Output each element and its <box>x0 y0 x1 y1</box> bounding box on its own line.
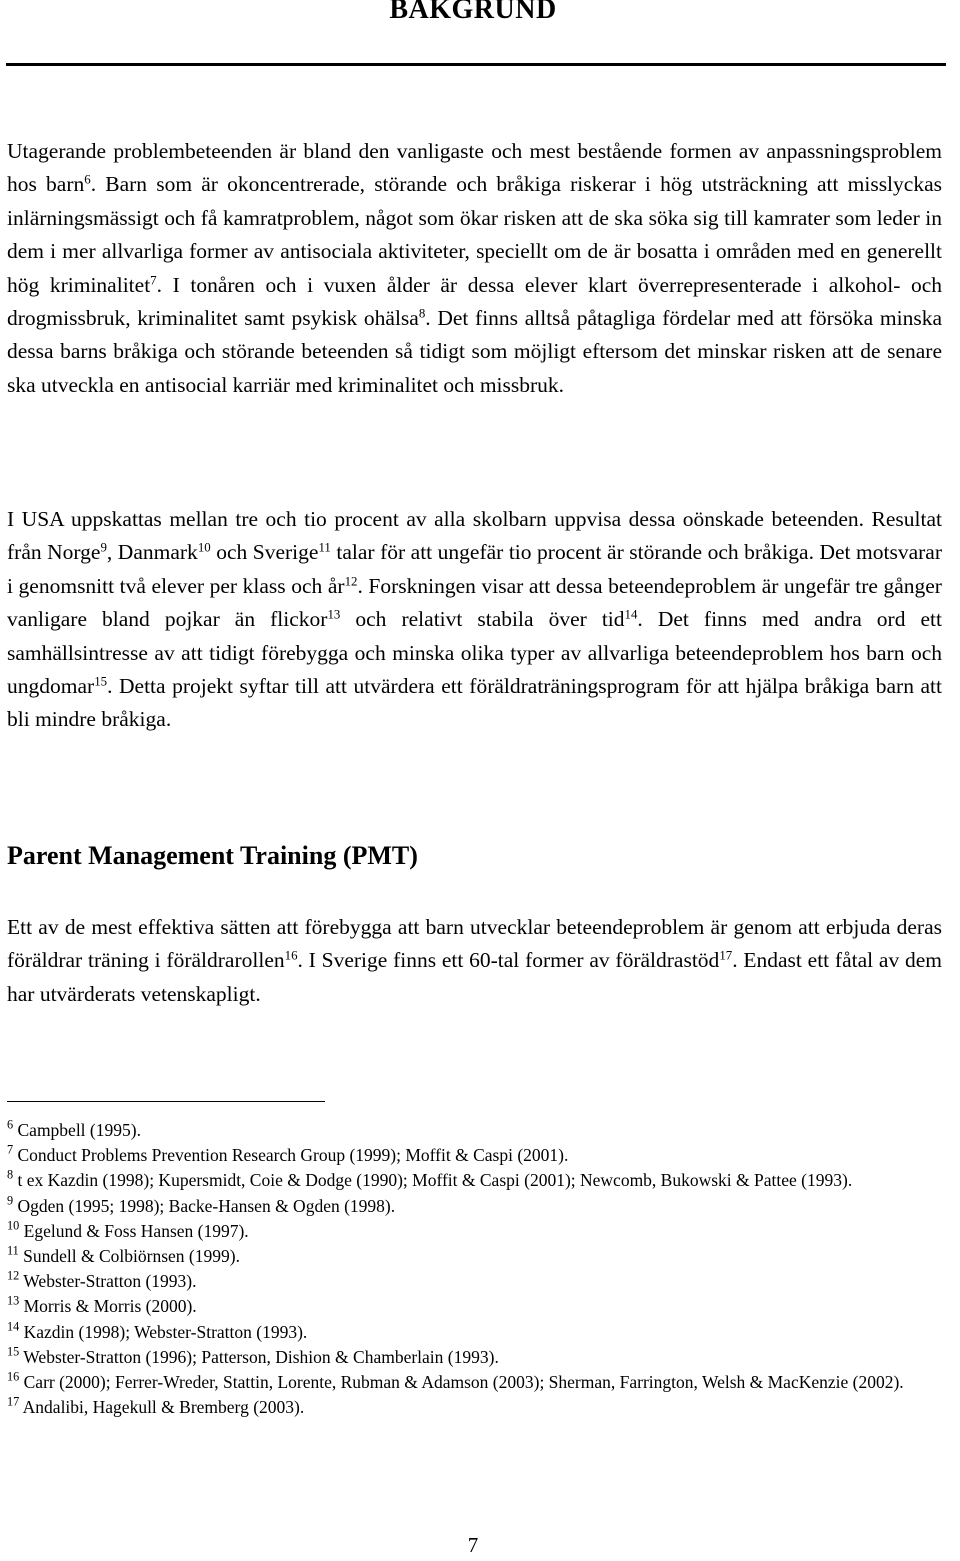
footnote-item <box>7 1294 957 1319</box>
header-rule <box>6 63 946 66</box>
footnote-text: Ogden (1995; 1998); Backe-Hansen & Ogden (1998). <box>13 1195 396 1216</box>
footnote-number: 13 <box>7 1294 20 1309</box>
footnote-reference: 15 <box>94 674 108 689</box>
footnote-text: Conduct Problems Prevention Research Group (1999); Moffit & Caspi (2001). <box>13 1145 569 1166</box>
intro-paragraph-2 <box>7 503 942 737</box>
footnote-text: Egelund & Foss Hansen (1997). <box>19 1220 249 1241</box>
footnote-number: 15 <box>7 1344 20 1359</box>
footnote-item <box>7 1143 957 1168</box>
footnote-number: 16 <box>7 1369 20 1384</box>
page-header-title: BAKGRUND <box>389 0 557 25</box>
footnote-text: Sundell & Colbiörnsen (1999). <box>18 1246 240 1267</box>
footnote-reference: 10 <box>197 540 211 555</box>
footnote-item <box>7 1269 957 1294</box>
footnote-item <box>7 1168 957 1193</box>
footnote-text: Morris & Morris (2000). <box>19 1296 197 1317</box>
section-paragraph <box>7 911 942 1011</box>
footnote-item <box>7 1194 957 1219</box>
footnote-item <box>7 1244 957 1269</box>
footnote-reference: 6 <box>84 172 91 187</box>
paragraph-text: . Endast ett fåtal av dem har utvärderats vetenskapligt. <box>7 948 943 1006</box>
footnote-item <box>7 1320 957 1345</box>
footnote-reference: 7 <box>150 272 157 287</box>
footnote-item <box>7 1370 957 1395</box>
footnotes <box>7 1118 957 1420</box>
section-heading: Parent Management Training (PMT) <box>7 841 418 870</box>
paragraph-text: . I Sverige finns ett 60-tal former av föräldrastöd <box>297 948 720 973</box>
footnote-number: 12 <box>7 1268 20 1283</box>
footnote-reference: 13 <box>327 607 341 622</box>
footnote-item <box>7 1118 957 1143</box>
footnote-item <box>7 1219 957 1244</box>
paragraph-text: Utagerande problembeteenden är bland den vanligaste och mest bestående formen av anpassningsproblem hos barn <box>7 139 942 197</box>
paragraph-text: . I tonåren och i vuxen ålder är dessa elever klart överrepresenterade i alkohol- och drogmissbruk, kriminalitet samt psykisk ohälsa <box>7 272 943 331</box>
paragraph-text: . Detta projekt syftar till att utvärdera ett föräldraträningsprogram för att hjälpa bråkiga barn att bli mindre bråkiga. <box>7 674 942 732</box>
footnote-reference: 11 <box>318 540 331 555</box>
footnote-reference: 14 <box>624 607 638 622</box>
footnote-reference: 9 <box>100 540 107 555</box>
page-number: 7 <box>467 1533 479 1557</box>
footnote-reference: 12 <box>344 574 358 589</box>
footnote-text: t ex Kazdin (1998); Kupersmidt, Coie & Dodge (1990); Moffit & Caspi (2001); Newcomb, Bukowski & Pattee (1993). <box>13 1170 853 1191</box>
footnote-number: 17 <box>7 1394 20 1409</box>
paragraph-text: I USA uppskattas mellan tre och tio procent av alla skolbarn uppvisa dessa oönskade beteenden. Resultat från Norge <box>7 507 942 565</box>
paragraph-text: , Danmark <box>106 540 198 565</box>
footnote-text: Carr (2000); Ferrer-Wreder, Stattin, Lorente, Rubman & Adamson (2003); Sherman, Farrington, Welsh & MacKenzie (2002). <box>19 1372 904 1393</box>
footnote-text: Webster-Stratton (1996); Patterson, Dishion & Chamberlain (1993). <box>19 1346 499 1367</box>
footnote-text: Kazdin (1998); Webster-Stratton (1993). <box>19 1321 308 1342</box>
footnote-text: Webster-Stratton (1993). <box>19 1271 197 1292</box>
footnote-rule <box>7 1101 325 1102</box>
footnote-item <box>7 1345 957 1370</box>
footnote-reference: 8 <box>418 306 426 321</box>
footnote-number: 14 <box>7 1319 20 1334</box>
paragraph-text: . Det finns med andra ord ett samhällsintresse av att tidigt förebygga och minska olika typer av allvarliga beteendeproblem hos barn och ungdomar <box>7 607 942 699</box>
paragraph-text: . Barn som är okoncentrerade, störande och bråkiga riskerar i hög utsträckning att misslyckas inlärningsmässigt och få kamratproblem, något som ökar risken att de ska söka sig till kamrater som leder in dem i mer allvarliga former av antisociala aktiviteter, speciellt om de är bosatta i områden med en generellt hög kriminalitet <box>7 172 942 297</box>
footnote-number: 9 <box>7 1193 14 1208</box>
paragraph-text: talar för att ungefär tio procent är störande och bråkiga. Det motsvarar i genomsnitt två elever per klass och år <box>7 540 943 598</box>
paragraph-text: Ett av de mest effektiva sätten att förebygga att barn utvecklar beteendeproblem är genom att erbjuda deras föräldrar träning i föräldrarollen <box>7 915 942 973</box>
paragraph-text: . Forskningen visar att dessa beteendeproblem är ungefär tre gånger vanligare bland pojkar än flickor <box>7 573 942 632</box>
footnote-number: 7 <box>7 1142 14 1157</box>
paragraph-text: och Sverige <box>210 540 319 565</box>
paragraph-text: och relativt stabila över tid <box>340 607 625 632</box>
footnote-item <box>7 1395 957 1420</box>
footnote-number: 6 <box>7 1117 14 1132</box>
footnote-number: 11 <box>7 1243 19 1258</box>
footnote-number: 8 <box>7 1168 14 1183</box>
footnote-text: Andalibi, Hagekull & Bremberg (2003). <box>19 1397 305 1418</box>
footnote-text: Campbell (1995). <box>13 1120 141 1140</box>
intro-paragraph-1 <box>7 135 942 402</box>
footnote-reference: 16 <box>284 948 298 963</box>
footnote-reference: 17 <box>719 948 733 963</box>
footnote-number: 10 <box>7 1218 20 1233</box>
paragraph-text: . Det finns alltså påtagliga fördelar med att försöka minska dessa barns bråkiga och störande beteenden så tidigt som möjligt eftersom det minskar risken att de senare ska utveckla en antisocial karriär med kriminalitet och missbruk. <box>7 306 942 397</box>
